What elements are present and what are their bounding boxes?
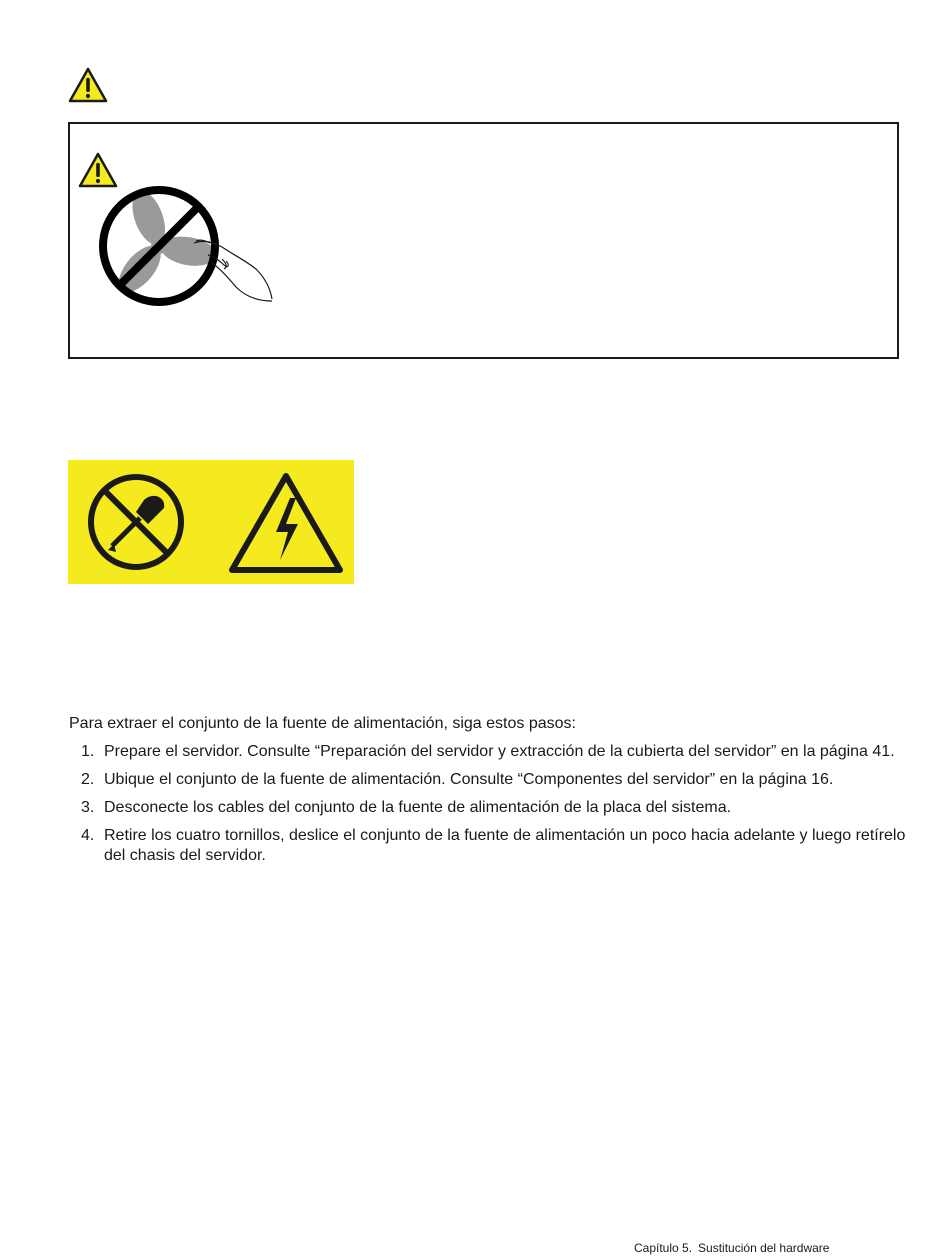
list-item xyxy=(69,742,909,762)
step-text: Retire los cuatro tornillos, deslice el conjunto de la fuente de alimentación un poco hacia adelante y luego retírelo del chasis del servidor. xyxy=(104,827,906,864)
page-footer xyxy=(634,1240,829,1256)
step-text: Prepare el servidor. Consulte “Preparación del servidor y extracción de la cubierta del servidor” en la página 41. xyxy=(104,743,895,760)
list-item xyxy=(69,826,909,866)
step-number: 4. xyxy=(81,827,95,844)
procedure-intro: Para extraer el conjunto de la fuente de alimentación, siga estos pasos: xyxy=(69,715,576,732)
hazard-label xyxy=(68,460,354,584)
step-text: Desconecte los cables del conjunto de la fuente de alimentación de la placa del sistema. xyxy=(104,799,732,816)
footer-title: Sustitución del hardware xyxy=(698,1241,830,1255)
high-voltage-icon xyxy=(226,470,346,576)
procedure-steps xyxy=(69,742,909,874)
no-screwdriver-icon xyxy=(86,472,186,572)
step-number: 3. xyxy=(81,799,95,816)
step-number: 1. xyxy=(81,743,95,760)
no-touch-fan-icon xyxy=(96,183,280,309)
step-number: 2. xyxy=(81,771,95,788)
step-text: Ubique el conjunto de la fuente de alimentación. Consulte “Componentes del servidor” en la página 16. xyxy=(104,771,834,788)
list-item xyxy=(69,770,909,790)
caution-triangle-icon xyxy=(68,67,108,103)
footer-chapter: Capítulo 5. xyxy=(634,1241,693,1255)
list-item xyxy=(69,798,909,818)
